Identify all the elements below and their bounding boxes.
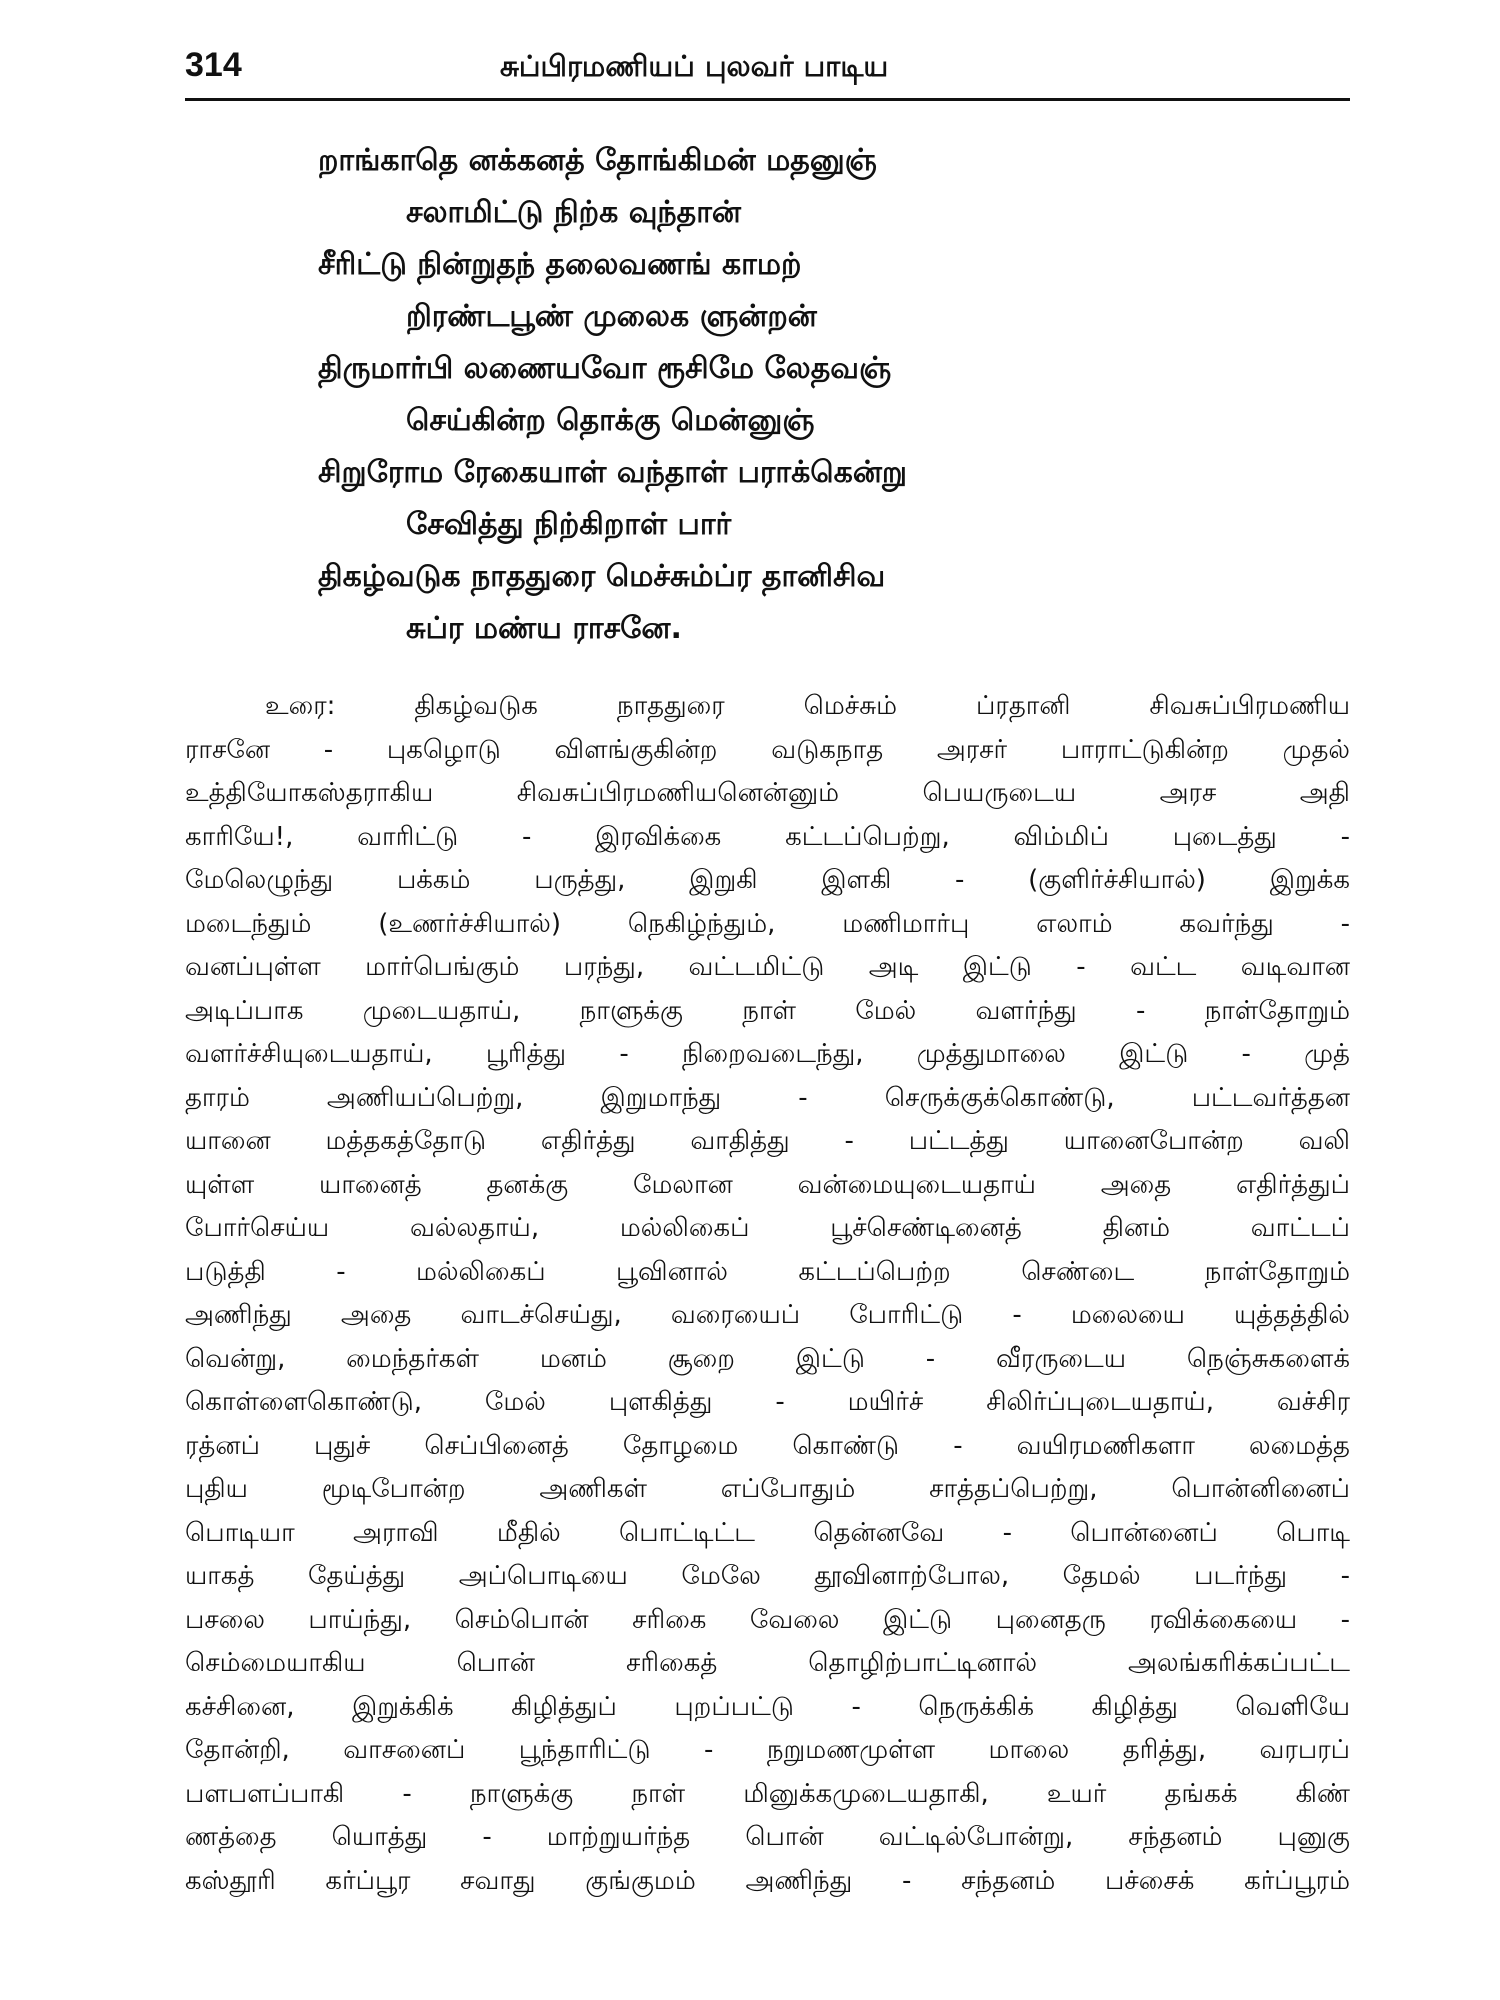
commentary-line: காரியே!, வாரிட்டு - இரவிக்கை கட்டப்பெற்று, விம்மிப் புடைத்து - [185,821,1350,852]
verse-line: சலாமிட்டு நிற்க வுந்தான் [406,195,741,230]
commentary-line: போர்செய்ய வல்லதாய், மல்லிகைப் பூச்செண்டினைத் தினம் வாட்டப் [185,1213,1350,1243]
verse-line: திகழ்வடுக நாததுரை மெச்சும்ப்ர தானிசிவ [318,559,886,594]
commentary-line: ணத்தை யொத்து - மாற்றுயர்ந்த பொன் வட்டில்போன்று, சந்தனம் புனுகு [185,1822,1350,1852]
verse-line: றாங்காதெ னக்கனத் தோங்கிமன் மதனுஞ் [318,143,877,178]
commentary-line: கஸ்தூரி கர்ப்பூர சவாது குங்குமம் அணிந்து - சந்தனம் பச்சைக் கர்ப்பூரம் [185,1865,1350,1896]
verse-line: சேவித்து நிற்கிறாள் பார் [406,507,732,542]
verse-line: சுப்ர மண்ய ராசனே. [406,611,682,646]
commentary-block [185,685,1350,1903]
commentary-line: கச்சினை, இறுக்கிக் கிழித்துப் புறப்பட்டு - நெருக்கிக் கிழித்து வெளியே [185,1691,1350,1722]
commentary-line: தாரம் அணியப்பெற்று, இறுமாந்து - செருக்குக்கொண்டு, பட்டவர்த்தன [185,1082,1350,1113]
commentary-line: ரத்னப் புதுச் செப்பினைத் தோழமை கொண்டு - வயிரமணிகளா லமைத்த [185,1430,1350,1461]
commentary-line: பொடியா அராவி மீதில் பொட்டிட்ட தென்னவே - பொன்னைப் பொடி [185,1517,1350,1548]
commentary-line: தோன்றி, வாசனைப் பூந்தாரிட்டு - நறுமணமுள்ள மாலை தரித்து, வரபரப் [185,1735,1350,1765]
page-header [185,42,1350,100]
commentary-line: புதிய மூடிபோன்ற அணிகள் எப்போதும் சாத்தப்பெற்று, பொன்னினைப் [185,1474,1350,1504]
commentary-line: யாகத் தேய்த்து அப்பொடியை மேலே தூவினாற்போல, தேமல் படர்ந்து - [185,1561,1350,1591]
commentary-line: யுள்ள யானைத் தனக்கு மேலான வன்மையுடையதாய் அதை எதிர்த்துப் [185,1169,1350,1200]
verse-line: சிறுரோம ரேகையாள் வந்தாள் பராக்கென்று [318,455,907,490]
commentary-line: வனப்புள்ள மார்பெங்கும் பரந்து, வட்டமிட்டு அடி இட்டு - வட்ட வடிவான [185,952,1350,982]
commentary-line: பசலை பாய்ந்து, செம்பொன் சரிகை வேலை இட்டு புனைதரு ரவிக்கையை - [185,1604,1350,1635]
commentary-line: வளர்ச்சியுடையதாய், பூரித்து - நிறைவடைந்து, முத்துமாலை இட்டு - முத் [185,1039,1350,1069]
commentary-line: உரை: திகழ்வடுக நாததுரை மெச்சும் ப்ரதானி சிவசுப்பிரமணிய [265,691,1350,721]
commentary-line: யானை மத்தகத்தோடு எதிர்த்து வாதித்து - பட்டத்து யானைபோன்ற வலி [185,1126,1350,1156]
page-number: 314 [185,46,242,84]
commentary-line: செம்மையாகிய பொன் சரிகைத் தொழிற்பாட்டினால் அலங்கரிக்கப்பட்ட [185,1648,1350,1678]
verse-line: சீரிட்டு நின்றுதந் தலைவணங் காமற் [318,247,802,282]
verse-line: திருமார்பி லணையவோ ரூசிமே லேதவஞ் [318,351,892,386]
verse-line: செய்கின்ற தொக்கு மென்னுஞ் [406,403,815,438]
commentary-line: உத்தியோகஸ்தராகிய சிவசுப்பிரமணியனென்னும் பெயருடைய அரச அதி [185,778,1350,808]
commentary-line: பளபளப்பாகி - நாளுக்கு நாள் மினுக்கமுடையதாகி, உயர் தங்கக் கிண் [185,1778,1350,1809]
commentary-line: அணிந்து அதை வாடச்செய்து, வரையைப் போரிட்டு - மலையை யுத்தத்தில் [185,1300,1350,1330]
verse-line: றிரண்டபூண் முலைக ளுன்றன் [406,299,817,334]
commentary-line: ராசனே - புகழொடு விளங்குகின்ற வடுகநாத அரசர் பாராட்டுகின்ற முதல் [185,734,1350,765]
commentary-line: மடைந்தும் (உணர்ச்சியால்) நெகிழ்ந்தும், மணிமார்பு எலாம் கவர்ந்து - [185,908,1350,939]
commentary-line: படுத்தி - மல்லிகைப் பூவினால் கட்டப்பெற்ற செண்டை நாள்தோறும் [185,1256,1350,1287]
commentary-line: அடிப்பாக முடையதாய், நாளுக்கு நாள் மேல் வளர்ந்து - நாள்தோறும் [185,995,1350,1026]
commentary-line: கொள்ளைகொண்டு, மேல் புளகித்து - மயிர்ச் சிலிர்ப்புடையதாய், வச்சிர [185,1387,1350,1417]
verse-block [318,135,1218,655]
commentary-line: மேலெழுந்து பக்கம் பருத்து, இறுகி இளகி - (குளிர்ச்சியால்) இறுக்க [185,865,1350,895]
header-rule [185,98,1350,101]
running-head: சுப்பிரமணியப் புலவர் பாடிய [500,49,889,83]
commentary-line: வென்று, மைந்தர்கள் மனம் சூறை இட்டு - வீரருடைய நெஞ்சுகளைக் [185,1343,1350,1374]
